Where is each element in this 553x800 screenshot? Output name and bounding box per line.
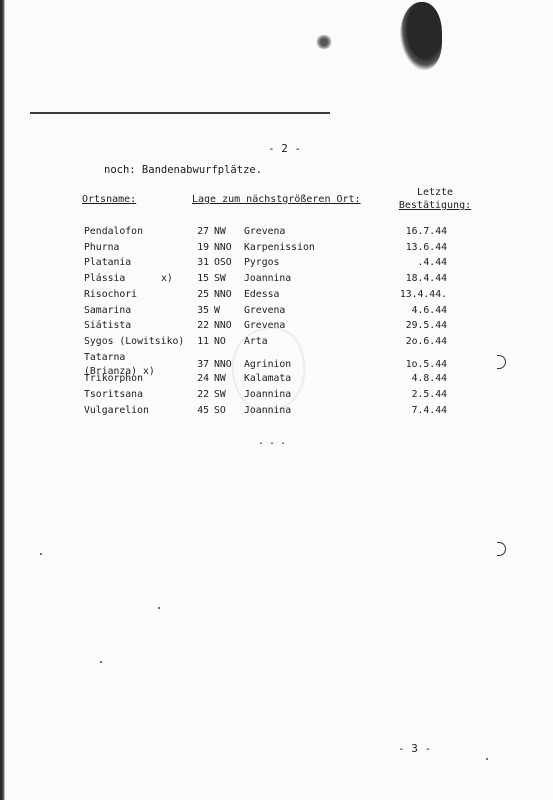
table-row — [0, 242, 553, 256]
last-confirmation-date: .4.44 — [417, 257, 447, 269]
location-note: x) — [161, 273, 173, 285]
table-row — [0, 226, 553, 240]
distance-km: 37 — [197, 358, 209, 370]
punch-hole-mark — [497, 542, 506, 556]
last-confirmation-date: 2.5.44 — [411, 389, 447, 400]
direction: NNO — [214, 358, 232, 370]
direction: SW — [214, 273, 226, 285]
reference-town: Grevena — [244, 320, 286, 332]
table-row — [0, 320, 553, 334]
reference-town: Grevena — [244, 304, 286, 316]
distance-km: 45 — [197, 404, 209, 416]
direction: SW — [214, 389, 226, 400]
distance-km: 35 — [197, 304, 209, 316]
header-bestaetigung-line1: Letzte — [416, 187, 454, 198]
distance-km: 22 — [197, 320, 209, 332]
distance-km: 25 — [197, 288, 209, 300]
location-name: Vulgarelion — [84, 404, 149, 416]
direction: NW — [214, 226, 226, 237]
location-name: Tatarna — [84, 351, 126, 363]
direction: NNO — [214, 288, 232, 300]
paper-speck — [100, 661, 102, 663]
direction: NW — [214, 373, 226, 385]
last-confirmation-date: 13.6.44 — [405, 241, 447, 253]
reference-town: Karpenission — [244, 241, 315, 253]
location-name: Trikorphon — [84, 373, 143, 385]
reference-town: Kalamata — [244, 373, 292, 385]
last-confirmation-date: 4.6.44 — [411, 304, 447, 316]
location-name: Risochori — [84, 288, 138, 300]
distance-km: 15 — [197, 273, 209, 285]
direction: NNO — [214, 320, 232, 332]
location-name: Platania — [84, 257, 132, 269]
location-name: Sygos (Lowitsiko) — [84, 335, 185, 347]
paper-speck — [158, 607, 160, 609]
reference-town: Arta — [244, 335, 268, 347]
table-row — [0, 273, 553, 287]
direction: NNO — [214, 241, 232, 253]
table-row — [0, 305, 553, 319]
ink-smudge — [315, 35, 333, 49]
table-row — [0, 405, 553, 419]
reference-town: Edessa — [244, 288, 280, 300]
paper-speck — [486, 758, 488, 760]
reference-town: Agrinion — [244, 358, 292, 370]
location-name: Siátista — [84, 320, 132, 332]
direction: W — [214, 304, 220, 316]
reference-town: Joannina — [244, 389, 292, 400]
location-name: Plássia — [84, 273, 126, 285]
table-row — [0, 373, 553, 387]
reference-town: Joannina — [244, 273, 292, 285]
header-bestaetigung — [390, 186, 480, 212]
reference-town: Grevena — [244, 226, 286, 237]
page-title: noch: Bandenabwurfplätze. — [104, 164, 263, 176]
distance-km: 22 — [197, 389, 209, 400]
last-confirmation-date: 1o.5.44 — [405, 358, 447, 370]
last-confirmation-date: 2o.6.44 — [405, 335, 447, 347]
table-row — [0, 257, 553, 271]
last-confirmation-date: 13.4.44. — [399, 288, 447, 300]
reference-town: Joannina — [244, 404, 292, 416]
table-row — [0, 336, 553, 350]
reference-town: Pyrgos — [244, 257, 280, 269]
header-bestaetigung-line2: Bestätigung: — [398, 200, 472, 211]
location-name: Phurna — [84, 241, 120, 253]
page-number-top: - 2 - — [268, 142, 302, 155]
table-row — [0, 389, 553, 403]
location-name: Samarina — [84, 304, 132, 316]
header-ortsname: Ortsname: — [82, 194, 137, 205]
sheet-edge-line — [30, 112, 330, 114]
direction: SO — [214, 404, 226, 416]
table-row — [0, 289, 553, 303]
distance-km: 24 — [197, 373, 209, 385]
last-confirmation-date: 4.8.44 — [411, 373, 447, 385]
header-lage: Lage zum nächstgrößeren Ort: — [192, 194, 361, 205]
paper-speck — [40, 553, 42, 555]
location-name: Pendalofon — [84, 226, 143, 237]
distance-km: 19 — [197, 241, 209, 253]
footer-dots: ... — [258, 436, 292, 447]
last-confirmation-date: 16.7.44 — [405, 226, 447, 237]
table-row — [0, 351, 553, 377]
distance-km: 27 — [197, 226, 209, 237]
direction: NO — [214, 335, 226, 347]
distance-km: 11 — [197, 335, 209, 347]
location-name-continued: (Brianza) x) — [84, 365, 155, 377]
last-confirmation-date: 7.4.44 — [411, 404, 447, 416]
ink-stain — [400, 2, 442, 70]
punch-hole-mark — [497, 355, 506, 369]
location-name: Tsoritsana — [84, 389, 143, 400]
page-number-bottom: - 3 - — [398, 742, 432, 755]
last-confirmation-date: 18.4.44 — [405, 273, 447, 285]
last-confirmation-date: 29.5.44 — [405, 320, 447, 332]
direction: OSO — [214, 257, 232, 269]
distance-km: 31 — [197, 257, 209, 269]
